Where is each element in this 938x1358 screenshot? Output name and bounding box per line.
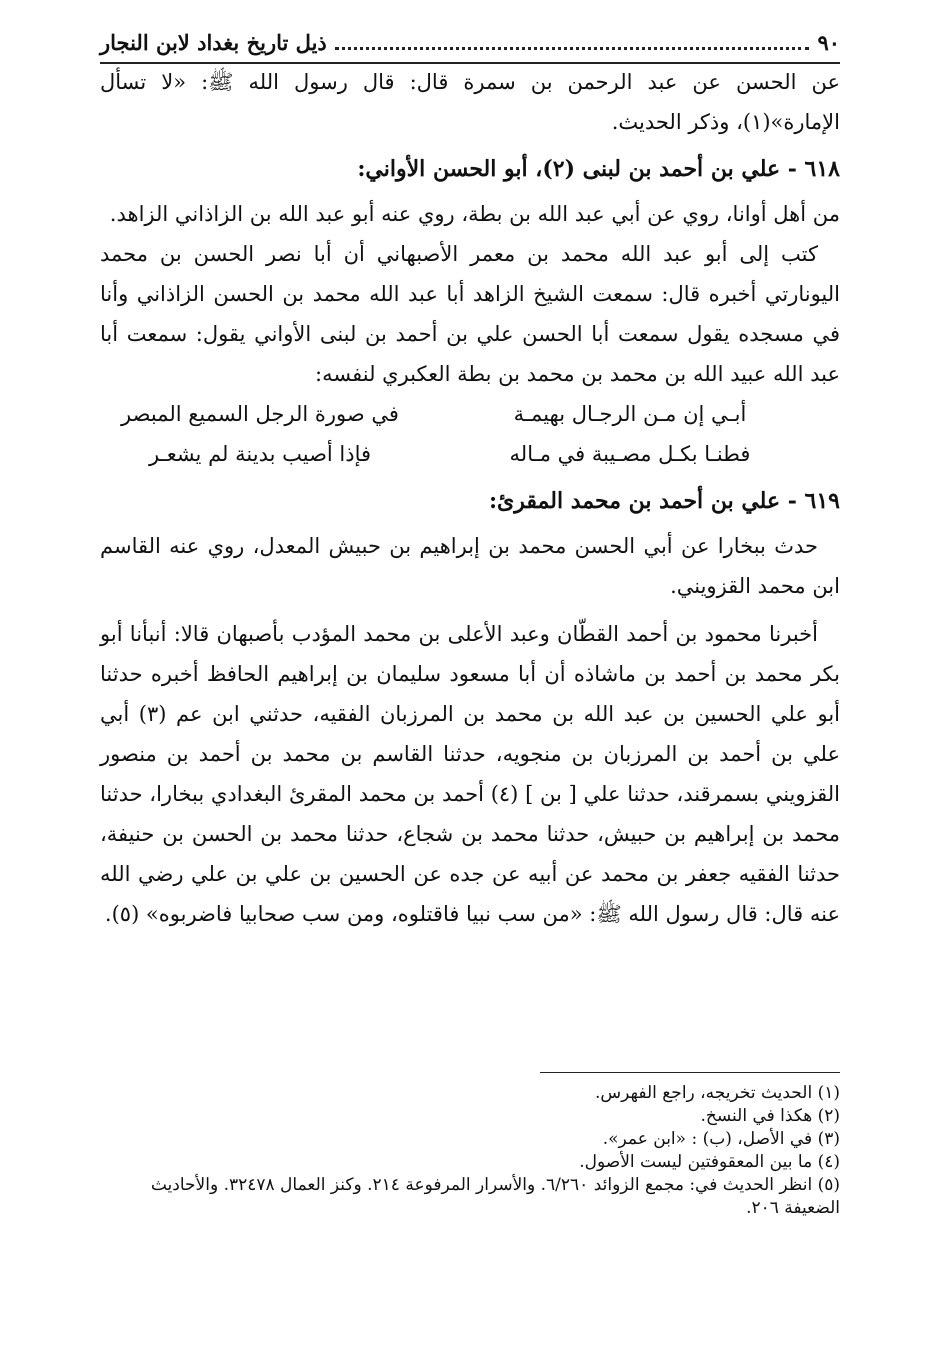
verse-2-first-hemistich: فطنـا بكـل مصـيبة في مـاله	[509, 442, 751, 466]
header-dots	[335, 35, 810, 50]
running-header	[100, 22, 840, 64]
footnote-3: (٣) في الأصل، (ب) : «ابن عمر».	[602, 1129, 840, 1149]
footnote-separator	[540, 1072, 840, 1073]
main-text	[100, 62, 840, 934]
verse-line-1	[100, 394, 840, 434]
verse-1-first-hemistich: أبـي إن مـن الرجـال بهيمـة	[513, 402, 747, 426]
page-number: ٩٠	[817, 29, 840, 55]
footnote-5: (٥) انظر الحديث في: مجمع الزوائد ٦/٢٦٠. والأسرار المرفوعة ٢١٤. وكنز العمال ٣٢٤٧٨. والأحاديث الضعيفة ٢٠٦.	[150, 1175, 840, 1218]
paragraph-618-chain: كتب إلى أبو عبد الله محمد بن معمر الأصبهاني أن أبا نصر الحسن بن محمد اليونارتي أخبره قال: سمعت الشيخ الزاهد أبا عبد الله محمد بن الحسن الزاذاني وأنا في مسجده يقول سمعت أبا الحسن علي بن أحمد بن لبنى الأواني يقول: سمعت أبا عبد الله عبيد الله بن محمد بن محمد بن بطة العكبري لنفسه:	[100, 242, 840, 386]
entry-heading-618: ٦١٨ - علي بن أحمد بن لبنى (٢)، أبو الحسن الأواني:	[357, 156, 840, 182]
paragraph-hadith-imara: عن الحسن عن عبد الرحمن بن سمرة قال: قال رسول الله ﷺ: «لا تسأل الإمارة»(١)، وذكر الحديث.	[100, 70, 840, 134]
running-title: ذيل تاريخ بغداد لابن النجار	[100, 29, 327, 55]
verse-2-second-hemistich: فإذا أصيب بدينة لم يشعـر	[148, 442, 372, 466]
verse-1-second-hemistich: في صورة الرجل السميع المبصر	[121, 402, 399, 426]
verse-line-2	[100, 434, 840, 474]
paragraph-618-bio: من أهل أوانا، روي عن أبي عبد الله بن بطة، روي عنه أبو عبد الله بن الزاذاني الزاهد.	[109, 202, 840, 226]
footnote-4: (٤) ما بين المعقوفتين ليست الأصول.	[579, 1152, 840, 1172]
entry-heading-619: ٦١٩ - علي بن أحمد بن محمد المقرئ:	[488, 488, 840, 514]
footnote-2: (٢) هكذا في النسخ.	[700, 1106, 840, 1126]
paragraph-619-bio: حدث ببخارا عن أبي الحسن محمد بن إبراهيم بن حبيش المعدل، روي عنه القاسم ابن محمد القزويني.	[100, 534, 840, 598]
footnotes	[100, 1082, 840, 1220]
paragraph-619-chain: أخبرنا محمود بن أحمد القطّان وعبد الأعلى بن محمد المؤدب بأصبهان قالا: أنبأنا أبو بكر محمد بن أحمد بن ماشاذه أن أبا مسعود سليمان بن إبراهيم الحافظ أخبره حدثنا أبو علي الحسين بن عبد الله بن محمد بن المرزبان الفقيه، حدثني ابن عم (٣) أبي علي بن أحمد بن المرزبان بن منجويه، حدثنا القاسم بن محمد بن أحمد بن منصور القزويني بسمرقند، حدثنا علي [ بن ] (٤) أحمد بن محمد المقرئ البغدادي ببخارا، حدثنا محمد بن إبراهيم بن حبيش، حدثنا محمد بن شجاع، حدثنا محمد بن الحسن بن حنيفة، حدثنا الفقيه جعفر بن محمد عن أبيه عن جده عن الحسين بن علي بن علي رضي الله عنه قال: قال رسول الله ﷺ: «من سب نبيا فاقتلوه، ومن سب صحابيا فاضربوه» (٥).	[100, 622, 840, 926]
footnote-1: (١) الحديث تخريجه، راجع الفهرس.	[594, 1083, 840, 1103]
paragraph-gap	[100, 606, 840, 614]
